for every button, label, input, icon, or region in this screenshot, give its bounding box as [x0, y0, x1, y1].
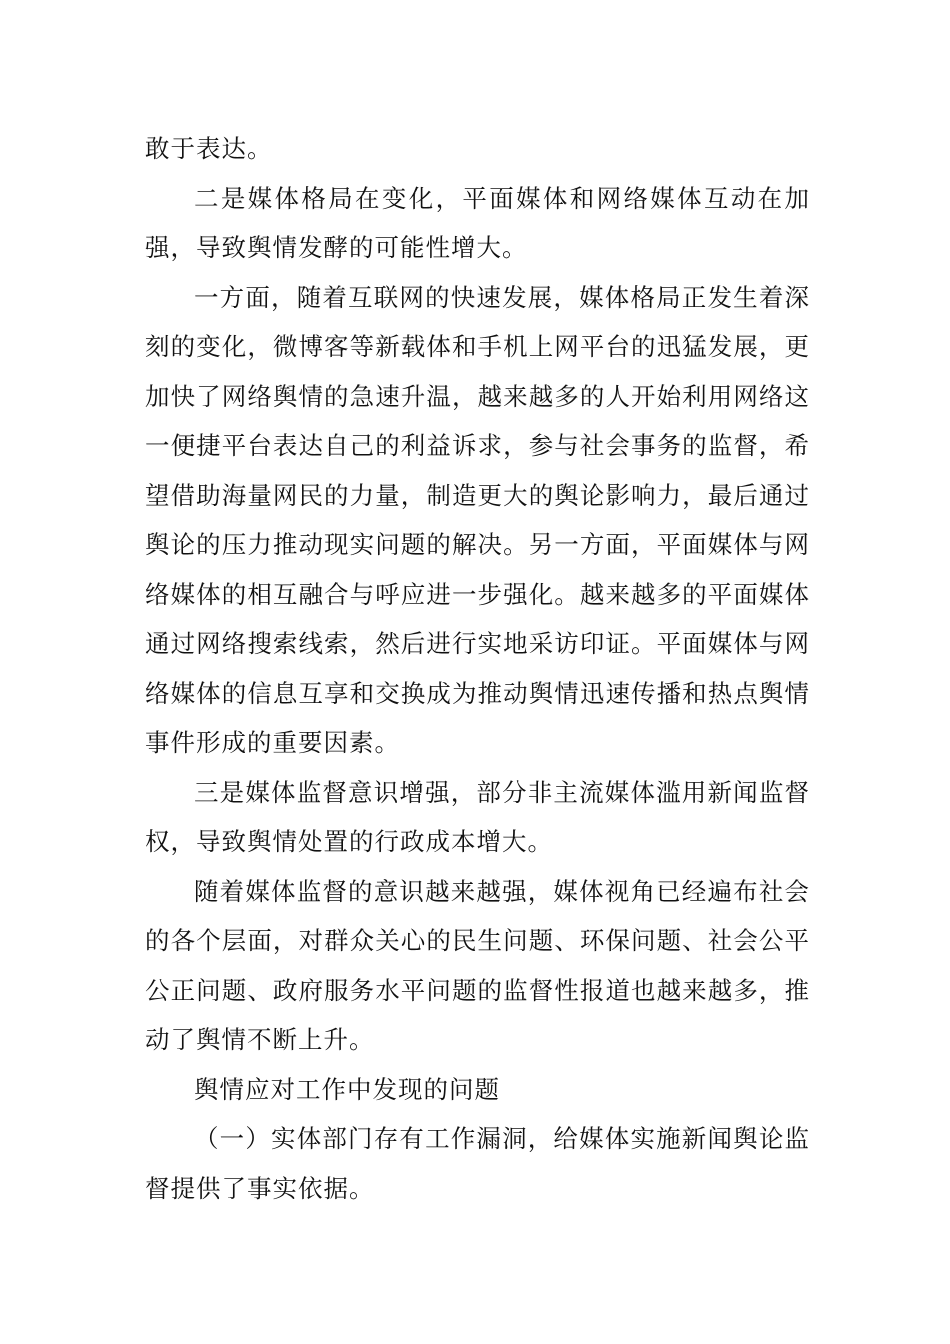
- paragraph-media-supervision: 随着媒体监督的意识越来越强，媒体视角已经遍布社会的各个层面，对群众关心的民生问题、环保问题、社会公平公正问题、政府服务水平问题的监督性报道也越来越多，推动了舆情不断上升。: [145, 876, 810, 1054]
- paragraph-point-two: 二是媒体格局在变化，平面媒体和网络媒体互动在加强，导致舆情发酵的可能性增大。: [145, 183, 810, 262]
- paragraph-point-three: 三是媒体监督意识增强，部分非主流媒体滥用新闻监督权，导致舆情处置的行政成本增大。: [145, 777, 810, 856]
- document-body: [145, 124, 810, 1213]
- paragraph-item-one: （一）实体部门存有工作漏洞，给媒体实施新闻舆论监督提供了事实依据。: [145, 1124, 810, 1203]
- section-heading: 舆情应对工作中发现的问题: [194, 1074, 500, 1104]
- paragraph-media-landscape: 一方面，随着互联网的快速发展，媒体格局正发生着深刻的变化，微博客等新载体和手机上网平台的迅猛发展，更加快了网络舆情的急速升温，越来越多的人开始利用网络这一便捷平台表达自己的利益诉求，参与社会事务的监督，希望借助海量网民的力量，制造更大的舆论影响力，最后通过舆论的压力推动现实问题的解决。另一方面，平面媒体与网络媒体的相互融合与呼应进一步强化。越来越多的平面媒体通过网络搜索线索，然后进行实地采访印证。平面媒体与网络媒体的信息互享和交换成为推动舆情迅速传播和热点舆情事件形成的重要因素。: [145, 282, 810, 757]
- paragraph-continuation: 敢于表达。: [145, 134, 273, 163]
